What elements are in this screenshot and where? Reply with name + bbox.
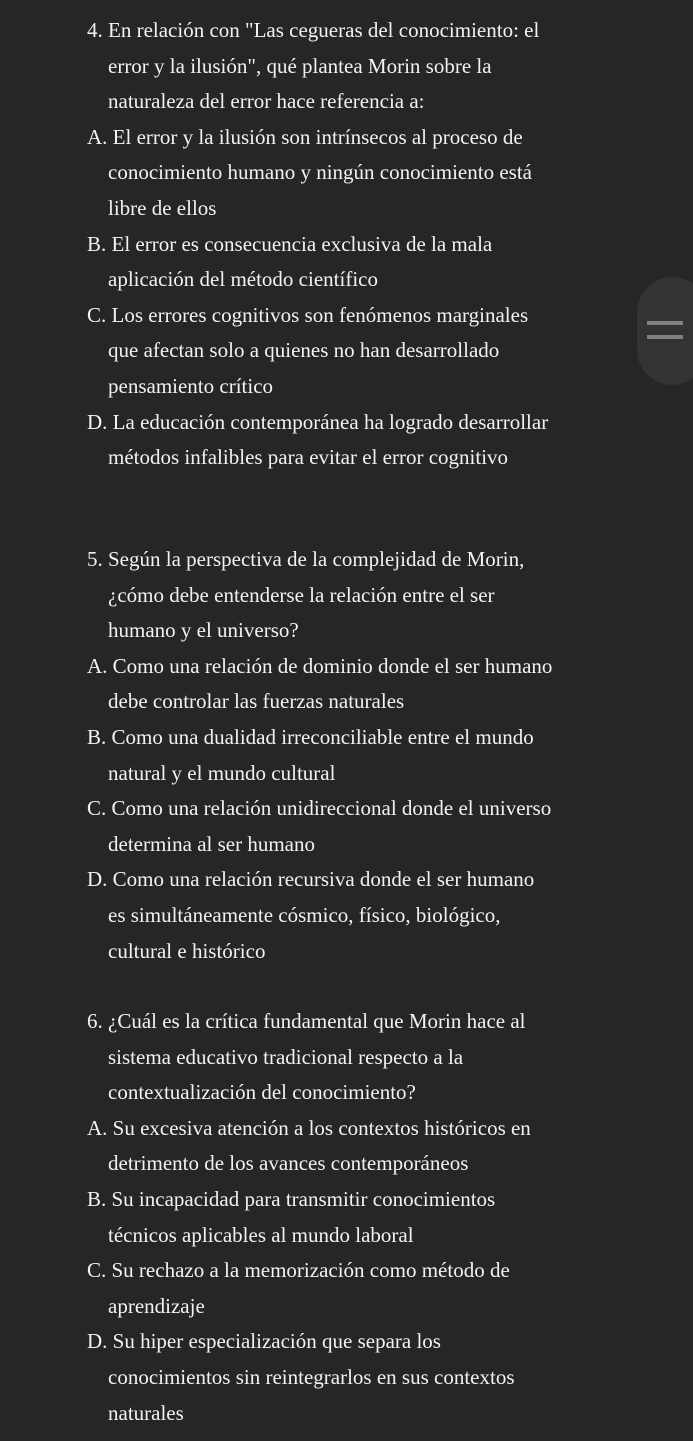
option-line: D. Como una relación recursiva donde el ser humano: [87, 867, 535, 892]
option-line: A. El error y la ilusión son intrínsecos al proceso de: [87, 124, 523, 149]
question-text: [87, 542, 552, 649]
answer-option-c[interactable]: [87, 298, 548, 405]
answer-option-b[interactable]: [87, 1182, 531, 1253]
option-line: conocimiento humano y ningún conocimiento está: [108, 160, 532, 185]
answer-option-d[interactable]: [87, 405, 548, 476]
option-line: aprendizaje: [108, 1293, 205, 1318]
question-line: sistema educativo tradicional respecto a la: [108, 1044, 464, 1069]
option-line: conocimientos sin reintegrarlos en sus contextos: [108, 1364, 515, 1389]
question-line: 5. Según la perspectiva de la complejidad de Morin,: [87, 547, 525, 571]
question-text: [87, 13, 548, 120]
option-line: C. Los errores cognitivos son fenómenos marginales: [87, 302, 529, 327]
option-line: C. Como una relación unidireccional donde el universo: [87, 796, 552, 821]
question-6: [87, 1004, 531, 1431]
option-line: aplicación del método científico: [108, 267, 378, 292]
question-line: ¿cómo debe entenderse la relación entre el ser: [108, 582, 495, 607]
answer-option-a[interactable]: [87, 1111, 531, 1182]
question-4: [87, 13, 548, 476]
option-line: cultural e histórico: [108, 938, 266, 963]
option-line: B. El error es consecuencia exclusiva de la mala: [87, 231, 493, 256]
option-line: determina al ser humano: [108, 831, 316, 856]
option-line: D. La educación contemporánea ha logrado desarrollar: [87, 409, 549, 434]
answer-option-d[interactable]: [87, 862, 552, 969]
question-text: [87, 1004, 531, 1111]
option-line: naturales: [108, 1400, 184, 1425]
answer-option-d[interactable]: [87, 1324, 531, 1431]
answer-option-c[interactable]: [87, 1253, 531, 1324]
question-line: error y la ilusión", qué plantea Morin sobre la: [108, 53, 492, 78]
option-line: métodos infalibles para evitar el error cognitivo: [108, 445, 509, 470]
option-line: técnicos aplicables al mundo laboral: [108, 1222, 414, 1247]
option-line: C. Su rechazo a la memorización como método de: [87, 1258, 510, 1283]
option-line: es simultáneamente cósmico, físico, biológico,: [108, 902, 501, 927]
answer-option-b[interactable]: [87, 720, 552, 791]
option-line: D. Su hiper especialización que separa los: [87, 1329, 441, 1354]
option-line: natural y el mundo cultural: [108, 760, 336, 785]
option-line: A. Su excesiva atención a los contextos históricos en: [87, 1115, 531, 1140]
option-line: debe controlar las fuerzas naturales: [108, 689, 405, 714]
answer-option-a[interactable]: [87, 649, 552, 720]
option-line: que afectan solo a quienes no han desarrollado: [108, 338, 500, 363]
option-line: detrimento de los avances contemporáneos: [108, 1151, 469, 1176]
option-line: B. Como una dualidad irreconciliable entre el mundo: [87, 724, 534, 749]
question-line: humano y el universo?: [108, 618, 299, 643]
question-line: naturaleza del error hace referencia a:: [108, 89, 425, 114]
answer-option-c[interactable]: [87, 791, 552, 862]
question-line: contextualización del conocimiento?: [108, 1080, 416, 1105]
question-line: 6. ¿Cuál es la crítica fundamental que Morin hace al: [87, 1009, 526, 1033]
option-line: A. Como una relación de dominio donde el ser humano: [87, 653, 553, 678]
option-line: libre de ellos: [108, 195, 217, 220]
question-line: 4. En relación con "Las cegueras del conocimiento: el: [87, 18, 540, 42]
option-line: B. Su incapacidad para transmitir conocimientos: [87, 1186, 496, 1211]
answer-option-a[interactable]: [87, 120, 548, 227]
scroll-handle[interactable]: [637, 277, 693, 385]
option-line: pensamiento crítico: [108, 373, 274, 398]
question-5: [87, 542, 552, 969]
answer-option-b[interactable]: [87, 227, 548, 298]
